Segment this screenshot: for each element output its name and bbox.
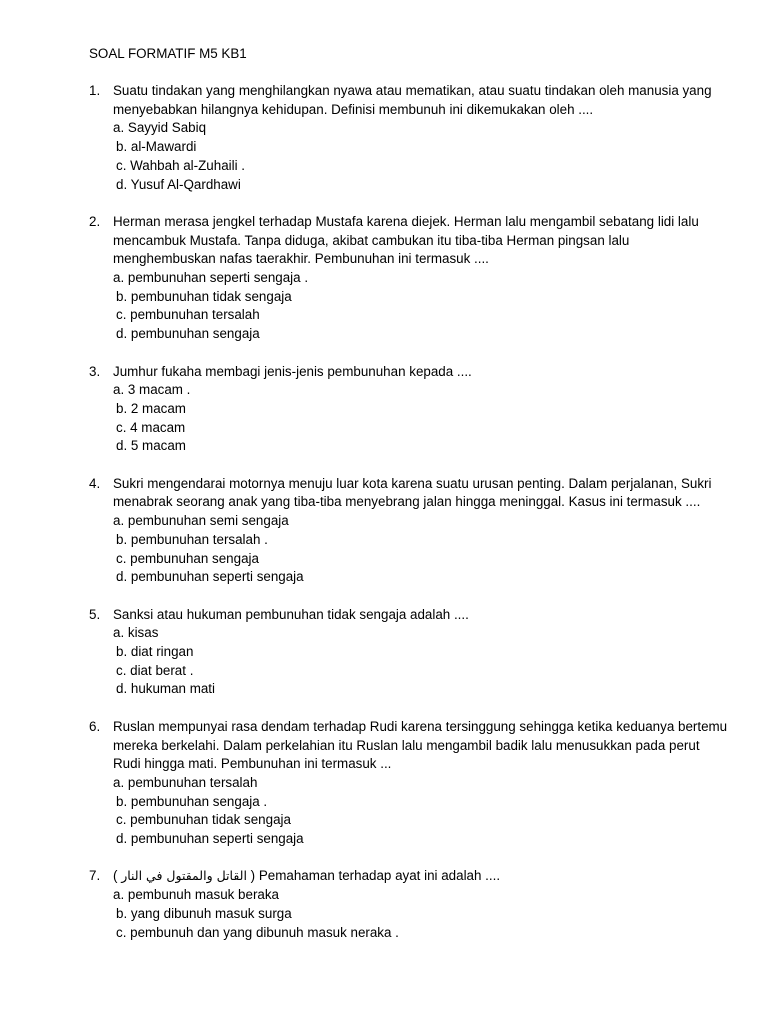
option-c: c. pembunuhan tidak sengaja xyxy=(116,812,291,828)
option-list xyxy=(113,774,729,849)
question-2 xyxy=(89,213,729,344)
option-list xyxy=(113,512,729,587)
question-text: Jumhur fukaha membagi jenis-jenis pembunuhan kepada .... xyxy=(113,363,472,379)
option-a: a. pembunuhan seperti sengaja . xyxy=(113,270,309,286)
question-number: 3. xyxy=(89,363,101,379)
question-7 xyxy=(89,867,729,942)
question-text-prefix: ( xyxy=(113,868,122,884)
option-list xyxy=(113,886,729,942)
question-5 xyxy=(89,606,729,700)
option-b: b. pembunuhan sengaja . xyxy=(116,793,268,809)
question-number: 1. xyxy=(89,83,101,98)
option-b: b. 2 macam xyxy=(116,400,186,416)
option-a: a. kisas xyxy=(113,625,159,641)
question-text-suffix: ) Pemahaman terhadap ayat ini adalah .... xyxy=(246,868,501,884)
option-c: c. 4 macam xyxy=(116,419,186,435)
question-list xyxy=(89,82,729,961)
option-d: d. pembunuhan seperti sengaja xyxy=(116,831,304,847)
question-number: 6. xyxy=(89,718,101,734)
option-d: d. pembunuhan sengaja xyxy=(116,326,260,342)
option-list xyxy=(113,119,729,194)
document-title: SOAL FORMATIF M5 KB1 xyxy=(89,46,247,61)
option-a: a. pembunuh masuk beraka xyxy=(113,887,279,903)
option-b: b. diat ringan xyxy=(116,644,194,660)
question-number: 4. xyxy=(89,475,101,491)
option-list xyxy=(113,269,729,344)
question-number: 2. xyxy=(89,213,101,229)
option-b: b. pembunuhan tidak sengaja xyxy=(116,288,292,304)
option-b: b. pembunuhan tersalah . xyxy=(116,531,268,547)
question-6 xyxy=(89,718,729,849)
option-d: d. hukuman mati xyxy=(116,681,215,697)
option-c: c. pembunuhan sengaja xyxy=(116,550,259,566)
option-list xyxy=(113,381,729,456)
arabic-verse: القاتل والمقتول في النار xyxy=(121,868,247,884)
option-a: a. pembunuhan semi sengaja xyxy=(113,513,289,529)
question-text: Ruslan mempunyai rasa dendam terhadap Rudi karena tersinggung sehingga ketika keduanya bertemu mereka berkelahi. Dalam perkelahian itu Ruslan lalu mengambil badik lalu menusukkan pada perut Rudi hingga mati. Pembunuhan ini termasuk ... xyxy=(113,718,728,772)
question-4 xyxy=(89,475,729,587)
option-a: a. 3 macam . xyxy=(113,382,191,398)
option-a: a. Sayyid Sabiq xyxy=(113,120,207,136)
question-text: Herman merasa jengkel terhadap Mustafa karena diejek. Herman lalu mengambil sebatang lidi lalu mencambuk Mustafa. Tanpa diduga, akibat cambukan itu tiba-tiba Herman pingsan lalu menghembuskan nafas taerakhir. Pembunuhan ini termasuk .... xyxy=(113,213,699,267)
option-a: a. pembunuhan tersalah xyxy=(113,774,258,790)
option-c: c. Wahbah al-Zuhaili . xyxy=(116,157,246,173)
option-d: d. Yusuf Al-Qardhawi xyxy=(116,176,241,192)
option-b: b. al-Mawardi xyxy=(116,139,197,155)
question-number: 7. xyxy=(89,868,101,884)
question-text: Sanksi atau hukuman pembunuhan tidak sengaja adalah .... xyxy=(113,606,469,622)
question-3 xyxy=(89,363,729,457)
question-text: Sukri mengendarai motornya menuju luar kota karena suatu urusan penting. Dalam perjalanan, Sukri menabrak seorang anak yang tiba-tiba menyebrang jalan hingga meninggal. Kasus ini termasuk .... xyxy=(113,475,712,510)
option-b: b. yang dibunuh masuk surga xyxy=(116,905,292,921)
option-c: c. pembunuhan tersalah xyxy=(116,307,260,323)
option-d: d. 5 macam xyxy=(116,438,186,454)
option-c: c. pembunuh dan yang dibunuh masuk neraka . xyxy=(116,924,399,940)
option-c: c. diat berat . xyxy=(116,662,194,678)
question-number: 5. xyxy=(89,606,101,622)
question-text xyxy=(113,867,729,886)
question-1 xyxy=(89,82,729,194)
question-text: Suatu tindakan yang menghilangkan nyawa atau mematikan, atau suatu tindakan oleh manusia yang menyebabkan hilangnya kehidupan. Definisi membunuh ini dikemukakan oleh .... xyxy=(113,83,712,117)
option-list xyxy=(113,624,729,699)
option-d: d. pembunuhan seperti sengaja xyxy=(116,569,304,585)
